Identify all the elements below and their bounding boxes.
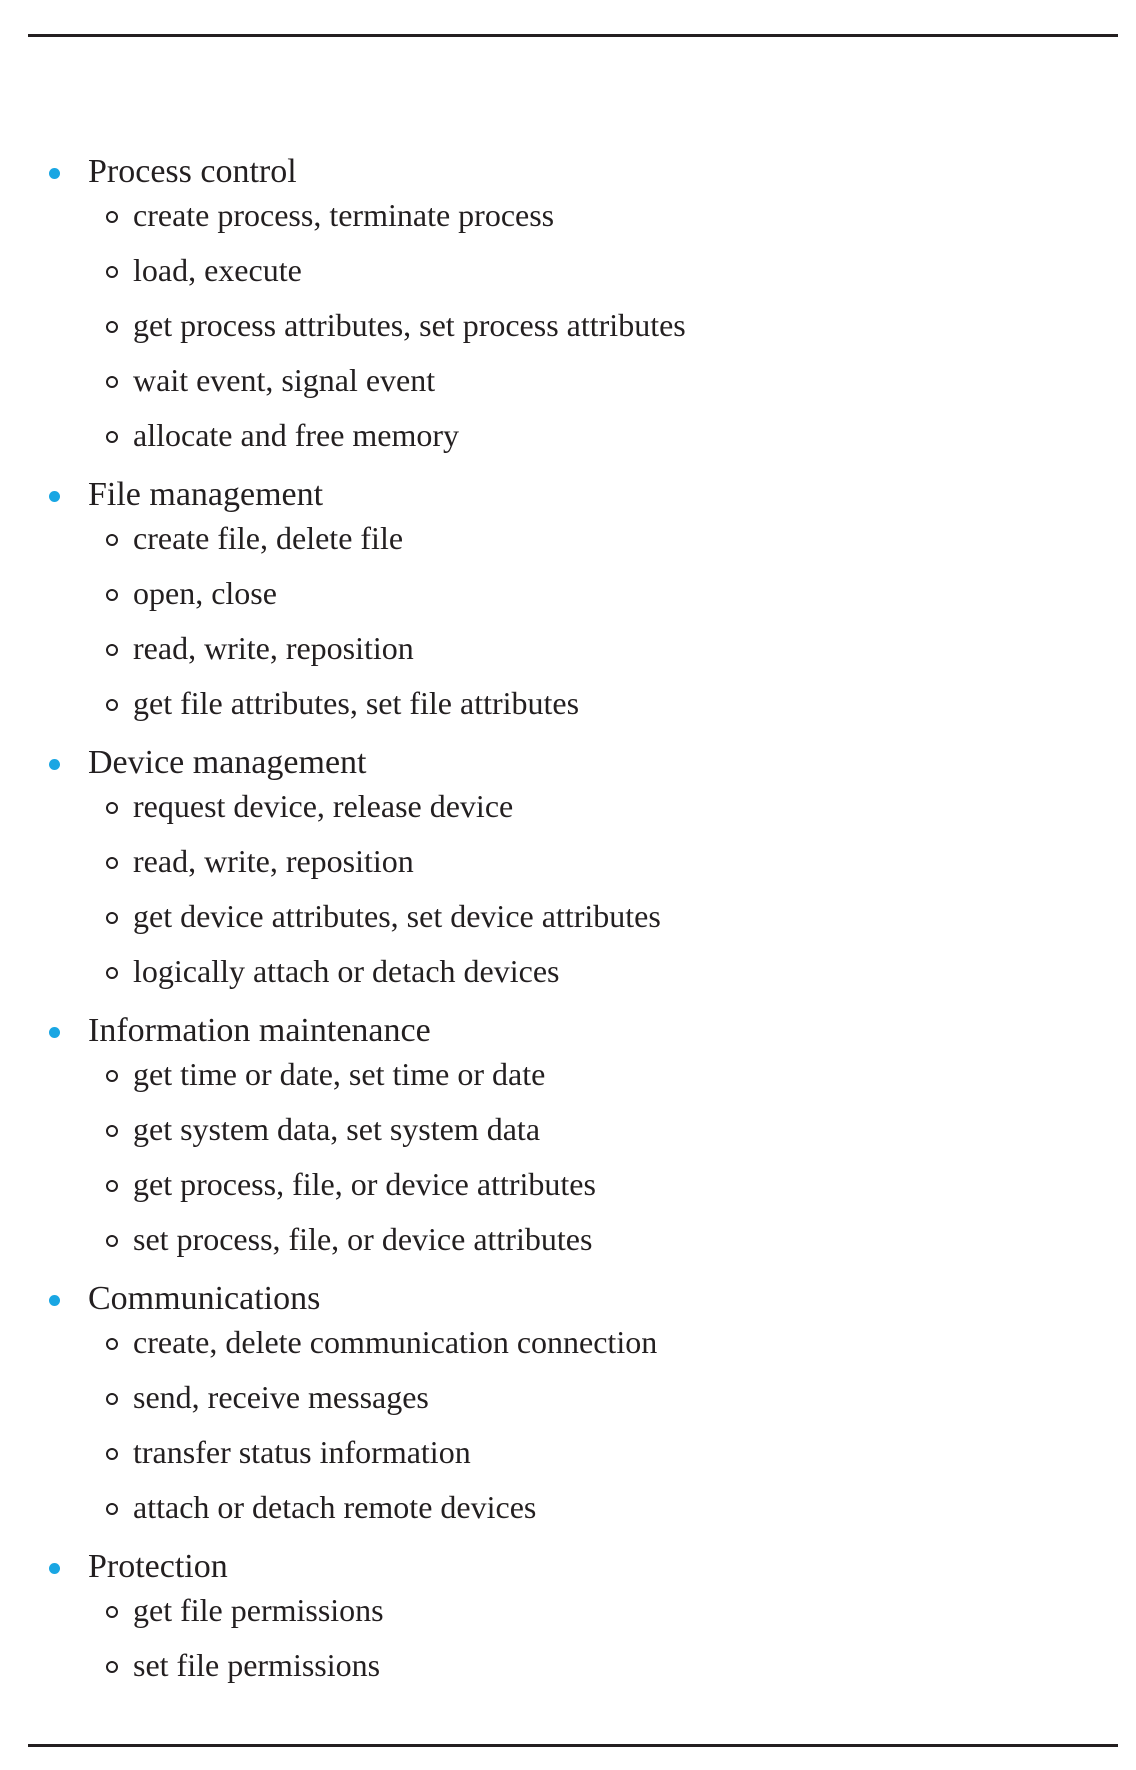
system-call-label: create process, terminate process (133, 197, 555, 233)
hollow-circle-bullet-icon (106, 589, 118, 601)
system-call-label: set process, file, or device attributes (133, 1221, 593, 1257)
system-call-label: get file permissions (133, 1592, 384, 1628)
system-call-label: logically attach or detach devices (133, 953, 560, 989)
system-call-label: get device attributes, set device attributes (133, 898, 661, 934)
system-call-label: create file, delete file (133, 520, 404, 556)
system-call-label: get file attributes, set file attributes (133, 685, 580, 721)
system-call-label: open, close (133, 575, 277, 611)
filled-circle-bullet-icon (49, 1563, 60, 1574)
category-label: Process control (88, 153, 297, 190)
filled-circle-bullet-icon (49, 168, 60, 179)
hollow-circle-bullet-icon (106, 857, 118, 869)
hollow-circle-bullet-icon (106, 321, 118, 333)
hollow-circle-bullet-icon (106, 1180, 118, 1192)
filled-circle-bullet-icon (49, 491, 60, 502)
category-label: Communications (88, 1280, 321, 1317)
system-call-label: transfer status information (133, 1434, 471, 1470)
filled-circle-bullet-icon (49, 759, 60, 770)
hollow-circle-bullet-icon (106, 1125, 118, 1137)
category-label: Information maintenance (88, 1012, 431, 1049)
category-label: Protection (88, 1548, 228, 1585)
hollow-circle-bullet-icon (106, 1448, 118, 1460)
hollow-circle-bullet-icon (106, 1070, 118, 1082)
system-call-label: get time or date, set time or date (133, 1056, 546, 1092)
system-call-label: set file permissions (133, 1647, 381, 1683)
hollow-circle-bullet-icon (106, 1235, 118, 1247)
hollow-circle-bullet-icon (106, 266, 118, 278)
system-call-label: send, receive messages (133, 1379, 429, 1415)
system-call-label: read, write, reposition (133, 630, 414, 666)
system-call-label: wait event, signal event (133, 362, 436, 398)
hollow-circle-bullet-icon (106, 699, 118, 711)
top-rule (28, 34, 1118, 37)
hollow-circle-bullet-icon (106, 802, 118, 814)
system-call-label: get process, file, or device attributes (133, 1166, 596, 1202)
hollow-circle-bullet-icon (106, 431, 118, 443)
hollow-circle-bullet-icon (106, 1338, 118, 1350)
hollow-circle-bullet-icon (106, 1393, 118, 1405)
hollow-circle-bullet-icon (106, 211, 118, 223)
system-call-label: attach or detach remote devices (133, 1489, 537, 1525)
filled-circle-bullet-icon (49, 1027, 60, 1038)
hollow-circle-bullet-icon (106, 644, 118, 656)
hollow-circle-bullet-icon (106, 534, 118, 546)
hollow-circle-bullet-icon (106, 912, 118, 924)
category-label: File management (88, 476, 324, 513)
hollow-circle-bullet-icon (106, 376, 118, 388)
hollow-circle-bullet-icon (106, 1661, 118, 1673)
hollow-circle-bullet-icon (106, 1606, 118, 1618)
system-call-label: allocate and free memory (133, 417, 460, 453)
system-call-label: get process attributes, set process attributes (133, 307, 686, 343)
hollow-circle-bullet-icon (106, 1503, 118, 1515)
system-call-label: load, execute (133, 252, 302, 288)
system-call-label: read, write, reposition (133, 843, 414, 879)
category-label: Device management (88, 744, 367, 781)
system-call-label: request device, release device (133, 788, 514, 824)
system-call-label: create, delete communication connection (133, 1324, 658, 1360)
hollow-circle-bullet-icon (106, 967, 118, 979)
system-call-label: get system data, set system data (133, 1111, 541, 1147)
bottom-rule (28, 1744, 1118, 1747)
filled-circle-bullet-icon (49, 1295, 60, 1306)
